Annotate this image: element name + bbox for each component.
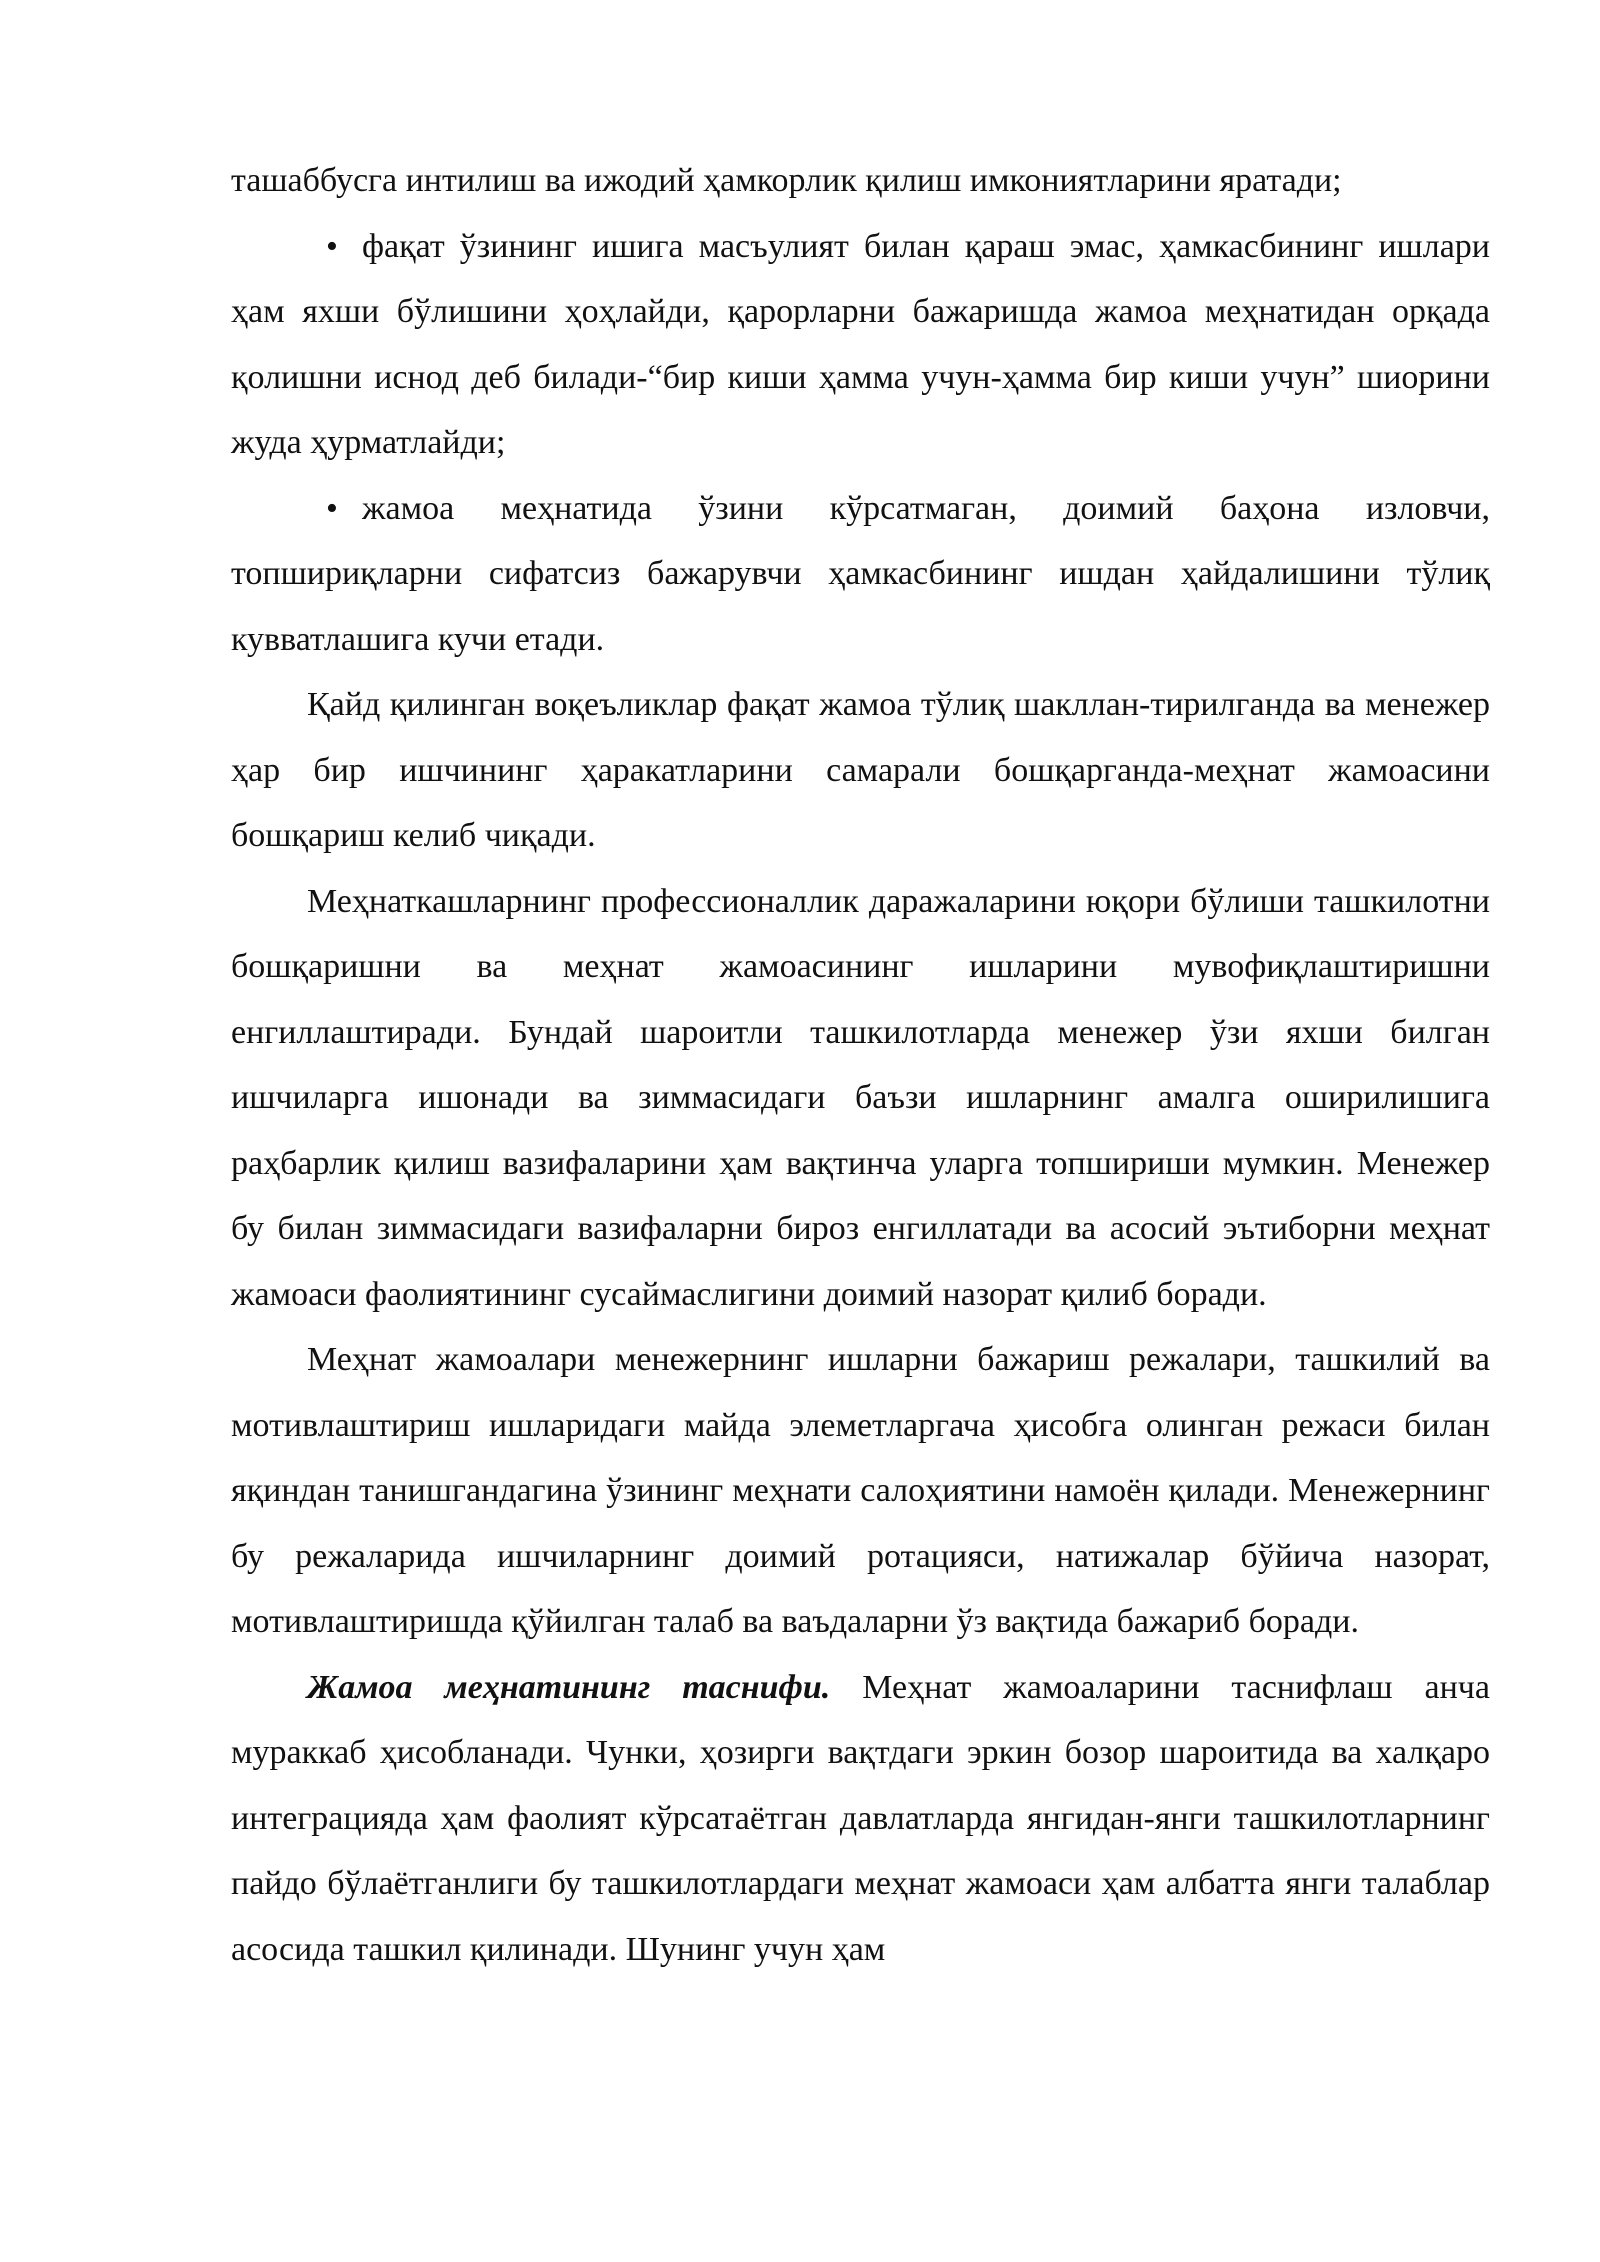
paragraph-continuation: ташаббусга интилиш ва ижодий ҳамкорлик қилиш имкониятларини яратади; xyxy=(231,162,1342,199)
bullet-marker: • xyxy=(326,489,338,527)
bullet-item xyxy=(231,476,1490,673)
bullet-marker: • xyxy=(326,227,338,265)
bullet-item xyxy=(231,214,1490,476)
body-paragraph: Қайд қилинган воқеъликлар фақат жамоа тўлиқ шакллан-тирилганда ва менежер ҳар бир ишчининг ҳаракатларини самарали бошқарганда-меҳнат жамоасини бошқариш келиб чиқади. xyxy=(231,686,1490,854)
bullet-text: фақат ўзининг ишига масъулият билан қараш эмас, ҳамкасбининг ишлари ҳам яхши бўлишини ҳоҳлайди, қарорларни бажаришда жамоа меҳнатидан орқада қолишни иснод деб билади-“бир киши ҳамма учун-ҳамма бир киши учун” шиорини жуда ҳурматлайди; xyxy=(231,227,1490,461)
section-lead-paragraph xyxy=(231,1655,1490,1983)
document-page xyxy=(231,148,1490,1982)
bullet-text: жамоа меҳнатида ўзини кўрсатмаган, доимий баҳона изловчи, топшириқларни сифатсиз бажарувчи ҳамкасбининг ишдан ҳайдалишини тўлиқ кувватлашига кучи етади. xyxy=(231,489,1490,658)
body-paragraph: Меҳнат жамоалари менежернинг ишларни бажариш режалари, ташкилий ва мотивлаштириш ишларидаги майда элеметларгача ҳисобга олинган режаси билан яқиндан танишгандагина ўзининг меҳнати салоҳиятини намоён қилади. Менежернинг бу режаларида ишчиларнинг доимий ротацияси, натижалар бўйича назорат, мотивлаштиришда қўйилган талаб ва ваъдаларни ўз вақтида бажариб боради. xyxy=(231,1341,1490,1640)
section-lead-heading: Жамоа меҳнатининг таснифи. xyxy=(307,1668,831,1706)
section-lead-text: Меҳнат жамоаларини таснифлаш анча мураккаб ҳисобланади. Чунки, ҳозирги вақтдаги эркин бозор шароитида ва халқаро интеграцияда ҳам фаолият кўрсатаётган давлатларда янгидан-янги ташкилотларнинг пайдо бўлаётганлиги бу ташкилотлардаги меҳнат жамоаси ҳам албатта янги талаблар асосида ташкил қилинади. Шунинг учун ҳам xyxy=(231,1668,1490,1968)
body-paragraph: Меҳнаткашларнинг профессионаллик даражаларини юқори бўлиши ташкилотни бошқаришни ва меҳнат жамоасининг ишларини мувофиқлаштиришни енгиллаштиради. Бундай шароитли ташкилотларда менежер ўзи яхши билган ишчиларга ишонади ва зиммасидаги баъзи ишларнинг амалга оширилишига раҳбарлик қилиш вазифаларини ҳам вақтинча уларга топшириши мумкин. Менежер бу билан зиммасидаги вазифаларни бироз енгиллатади ва асосий эътиборни меҳнат жамоаси фаолиятининг сусаймаслигини доимий назорат қилиб боради. xyxy=(231,882,1490,1313)
